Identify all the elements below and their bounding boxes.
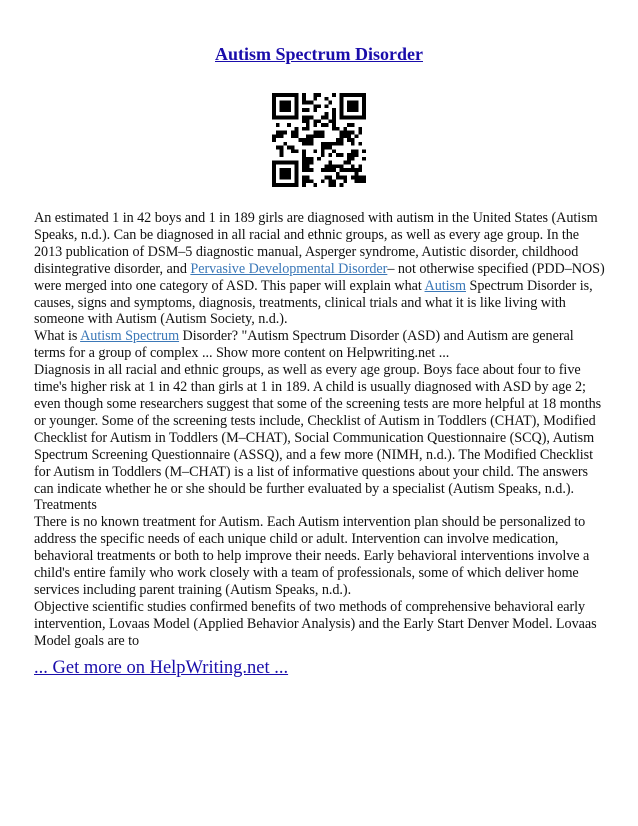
qr-module <box>336 142 340 146</box>
qr-module <box>295 116 299 120</box>
qr-module <box>347 123 351 127</box>
qr-module <box>272 108 276 112</box>
qr-module <box>325 116 329 120</box>
qr-module <box>332 116 336 120</box>
qr-module <box>332 123 336 127</box>
qr-module <box>321 168 325 172</box>
qr-module <box>306 168 310 172</box>
qr-module <box>351 157 355 161</box>
qr-module <box>332 142 336 146</box>
qr-module <box>351 138 355 142</box>
qr-module <box>351 101 355 105</box>
qr-module <box>351 153 355 157</box>
qr-module <box>287 146 291 150</box>
document-title <box>0 44 638 65</box>
qr-module <box>317 104 321 108</box>
qr-module <box>295 104 299 108</box>
qr-module <box>306 164 310 168</box>
qr-module <box>355 176 359 180</box>
qr-module <box>310 179 314 183</box>
get-more-link[interactable]: ... Get more on HelpWriting.net ... <box>34 658 289 678</box>
qr-module <box>272 134 276 138</box>
qr-module <box>287 161 291 165</box>
qr-module <box>328 146 332 150</box>
qr-module <box>317 134 321 138</box>
qr-module <box>306 179 310 183</box>
qr-module <box>362 104 366 108</box>
qr-module <box>332 108 336 112</box>
qr-module <box>287 172 291 176</box>
qr-module <box>280 116 284 120</box>
qr-module <box>295 97 299 101</box>
qr-module <box>362 179 366 183</box>
qr-module <box>302 101 306 105</box>
qr-module <box>343 168 347 172</box>
qr-module <box>287 93 291 97</box>
qr-module <box>358 142 362 146</box>
qr-module <box>343 161 347 165</box>
qr-module <box>325 112 329 116</box>
qr-module <box>332 149 336 153</box>
qr-module <box>325 164 329 168</box>
qr-module <box>280 146 284 150</box>
qr-module <box>347 161 351 165</box>
qr-module <box>280 108 284 112</box>
qr-module <box>317 131 321 135</box>
qr-module <box>317 93 321 97</box>
qr-module <box>283 104 287 108</box>
qr-module <box>302 93 306 97</box>
qr-module <box>287 101 291 105</box>
qr-module <box>351 149 355 153</box>
qr-module <box>362 112 366 116</box>
qr-module <box>310 157 314 161</box>
qr-module <box>347 101 351 105</box>
qr-module <box>291 161 295 165</box>
qr-module <box>343 131 347 135</box>
qr-module <box>287 168 291 172</box>
qr-module <box>340 153 344 157</box>
qr-module <box>283 183 287 187</box>
qr-module <box>280 153 284 157</box>
qr-module <box>272 172 276 176</box>
title-link[interactable]: Autism Spectrum Disorder <box>215 44 423 64</box>
qr-module <box>351 176 355 180</box>
qr-module <box>340 104 344 108</box>
qr-module <box>321 149 325 153</box>
qr-module <box>336 164 340 168</box>
qr-module <box>280 176 284 180</box>
qr-module <box>283 131 287 135</box>
qr-module <box>302 153 306 157</box>
qr-module <box>276 131 280 135</box>
qr-module <box>310 134 314 138</box>
qr-module <box>272 97 276 101</box>
qr-module <box>287 108 291 112</box>
qr-module <box>340 116 344 120</box>
paragraph-diagnosis: Diagnosis in all racial and ethnic groups, as well as every age group. Boys face about four to five time's higher risk at 1 in 42 than girls at 1 in 189. A child is usually diagnosed with ASD by age 2; even though some researchers suggest that some of the screening tests are more helpful at 18 months or younger. Some of the screening tests include, Checklist of Autism in Toddlers (CHAT), Modified Checklist for Autism in Toddlers (M–CHAT), Social Communication Questionnaire (SCQ), Autism Spectrum Screening Questionnaire (ASSQ), and a few more (NIMH, n.d.). The Modified Checklist for Autism in Toddlers (M–CHAT) is a list of informative questions about your child. The answers can indicate whether he or she should be further evaluated by a specialist (Autism Speaks, n.d.). <box>34 362 602 497</box>
qr-module <box>280 172 284 176</box>
qr-module <box>355 108 359 112</box>
qr-module <box>358 116 362 120</box>
qr-module <box>351 168 355 172</box>
qr-module <box>313 134 317 138</box>
qr-module <box>306 142 310 146</box>
link-autism[interactable]: Autism <box>424 277 467 294</box>
qr-module <box>291 116 295 120</box>
qr-module <box>347 108 351 112</box>
qr-module <box>302 176 306 180</box>
article-body <box>34 210 606 650</box>
qr-module <box>283 101 287 105</box>
qr-module <box>295 134 299 138</box>
qr-module <box>272 93 276 97</box>
qr-module <box>340 101 344 105</box>
qr-module <box>276 123 280 127</box>
qr-module <box>302 179 306 183</box>
qr-module <box>362 101 366 105</box>
qr-module <box>355 93 359 97</box>
qr-module <box>302 108 306 112</box>
qr-module <box>302 183 306 187</box>
qr-module <box>306 138 310 142</box>
qr-module <box>306 157 310 161</box>
qr-module <box>343 134 347 138</box>
qr-module <box>272 168 276 172</box>
qr-module <box>358 164 362 168</box>
qr-module <box>328 119 332 123</box>
qr-module <box>321 134 325 138</box>
qr-module <box>302 142 306 146</box>
qr-module <box>358 168 362 172</box>
qr-module <box>310 142 314 146</box>
qr-module <box>340 112 344 116</box>
qr-module <box>351 123 355 127</box>
qr-module <box>313 131 317 135</box>
qr-module <box>317 157 321 161</box>
qr-module <box>347 116 351 120</box>
qr-module <box>328 179 332 183</box>
qr-module <box>310 168 314 172</box>
qr-module <box>272 161 276 165</box>
qr-module <box>332 179 336 183</box>
qr-module <box>325 142 329 146</box>
qr-module <box>313 93 317 97</box>
qr-module <box>272 104 276 108</box>
qr-module <box>351 131 355 135</box>
qr-module <box>298 138 302 142</box>
qr-module <box>276 183 280 187</box>
qr-module <box>328 142 332 146</box>
qr-module <box>336 127 340 131</box>
qr-module <box>347 157 351 161</box>
qr-module <box>302 116 306 120</box>
qr-module <box>347 104 351 108</box>
qr-module <box>283 116 287 120</box>
qr-module <box>283 168 287 172</box>
qr-module <box>272 112 276 116</box>
qr-module <box>295 164 299 168</box>
qr-module <box>325 123 329 127</box>
qr-module <box>321 179 325 183</box>
qr-module <box>287 104 291 108</box>
qr-module <box>325 97 329 101</box>
qr-module <box>340 134 344 138</box>
link-autism-spectrum[interactable]: Autism Spectrum <box>80 328 180 345</box>
qr-module <box>291 146 295 150</box>
qr-module <box>332 112 336 116</box>
qr-module <box>287 183 291 187</box>
qr-module <box>283 172 287 176</box>
qr-module <box>283 108 287 112</box>
qr-module <box>310 138 314 142</box>
qr-module <box>328 176 332 180</box>
qr-module <box>340 164 344 168</box>
qr-module <box>343 116 347 120</box>
paragraph-treatments: There is no known treatment for Autism. Each Autism intervention plan should be personalized to address the specific needs of each unique child or adult. Intervention can involve medication, behavioral treatments or both to help improve their needs. Early behavioral interventions involve a child's entire family who work closely with a team of professionals, some of which deliver home services including parent training (Autism Speaks, n.d.). <box>34 514 590 598</box>
qr-module <box>280 104 284 108</box>
qr-module <box>332 93 336 97</box>
qr-module <box>310 101 314 105</box>
qr-module <box>355 104 359 108</box>
qr-module <box>287 116 291 120</box>
qr-module <box>283 161 287 165</box>
get-more-container <box>34 658 288 679</box>
qr-module <box>272 183 276 187</box>
qr-module <box>313 123 317 127</box>
qr-module <box>355 168 359 172</box>
qr-module <box>355 149 359 153</box>
qr-module <box>306 116 310 120</box>
qr-module <box>317 119 321 123</box>
qr-module <box>340 131 344 135</box>
qr-module <box>321 131 325 135</box>
qr-module <box>332 183 336 187</box>
paragraph-what-is: What is Autism Spectrum Disorder? "Autism Spectrum Disorder (ASD) and Autism are general terms for a group of complex ... Show more content on Helpwriting.net ... <box>34 328 574 362</box>
qr-module <box>280 161 284 165</box>
qr-module <box>340 93 344 97</box>
qr-module <box>295 168 299 172</box>
qr-module <box>358 179 362 183</box>
qr-module <box>332 164 336 168</box>
link-pervasive-developmental-disorder[interactable]: Pervasive Developmental Disorder <box>190 260 388 277</box>
qr-module <box>340 176 344 180</box>
qr-module <box>340 142 344 146</box>
qr-module <box>313 97 317 101</box>
qr-module <box>280 168 284 172</box>
qr-module <box>332 119 336 123</box>
qr-module <box>362 176 366 180</box>
qr-module <box>332 168 336 172</box>
qr-module <box>280 134 284 138</box>
qr-module <box>328 183 332 187</box>
qr-module <box>306 101 310 105</box>
qr-module <box>287 176 291 180</box>
qr-module <box>291 131 295 135</box>
qr-module <box>283 93 287 97</box>
qr-module <box>306 108 310 112</box>
qr-module <box>306 119 310 123</box>
qr-module <box>347 134 351 138</box>
qr-module <box>347 153 351 157</box>
qr-module <box>362 149 366 153</box>
qr-module <box>291 149 295 153</box>
qr-module <box>295 127 299 131</box>
qr-module <box>347 93 351 97</box>
qr-module <box>355 101 359 105</box>
qr-module <box>276 161 280 165</box>
qr-module <box>272 179 276 183</box>
qr-module <box>306 134 310 138</box>
qr-module <box>295 183 299 187</box>
qr-module <box>340 97 344 101</box>
qr-module <box>276 93 280 97</box>
qr-module <box>272 164 276 168</box>
qr-module <box>325 168 329 172</box>
qr-module <box>332 127 336 131</box>
qr-module <box>340 108 344 112</box>
qr-module <box>280 131 284 135</box>
qr-module <box>321 116 325 120</box>
qr-module <box>280 101 284 105</box>
qr-module <box>313 183 317 187</box>
qr-module <box>340 138 344 142</box>
qr-module <box>362 157 366 161</box>
qr-module <box>351 104 355 108</box>
qr-module <box>280 183 284 187</box>
qr-module <box>351 93 355 97</box>
qr-module <box>358 127 362 131</box>
qr-module <box>295 101 299 105</box>
qr-module <box>336 153 340 157</box>
qr-module <box>358 176 362 180</box>
qr-module <box>313 149 317 153</box>
qr-module <box>272 138 276 142</box>
qr-module <box>328 153 332 157</box>
qr-module <box>280 93 284 97</box>
qr-module <box>280 149 284 153</box>
qr-module <box>276 146 280 150</box>
qr-module <box>306 161 310 165</box>
qr-module <box>272 176 276 180</box>
qr-module <box>343 179 347 183</box>
qr-module <box>295 149 299 153</box>
qr-module <box>295 176 299 180</box>
qr-module <box>355 153 359 157</box>
qr-module <box>362 97 366 101</box>
qr-module <box>302 157 306 161</box>
qr-module <box>302 138 306 142</box>
qr-module <box>272 101 276 105</box>
qr-module <box>351 164 355 168</box>
qr-module <box>283 142 287 146</box>
heading-treatments: Treatments <box>34 497 97 514</box>
qr-module <box>295 131 299 135</box>
qr-module <box>291 134 295 138</box>
qr-module <box>283 176 287 180</box>
paragraph-objective: Objective scientific studies confirmed benefits of two methods of comprehensive behavioral early intervention, Lovaas Model (Applied Behavior Analysis) and the Early Start Denver Model. Lovaas Model goals are to <box>34 598 597 649</box>
qr-module <box>351 108 355 112</box>
qr-module <box>306 123 310 127</box>
qr-module <box>340 168 344 172</box>
qr-module <box>355 116 359 120</box>
qr-module <box>362 116 366 120</box>
qr-module <box>321 146 325 150</box>
qr-module <box>306 127 310 131</box>
qr-module <box>310 116 314 120</box>
qr-module <box>306 176 310 180</box>
qr-module <box>336 172 340 176</box>
qr-module <box>328 161 332 165</box>
qr-module <box>295 112 299 116</box>
qr-module <box>313 108 317 112</box>
qr-module <box>313 119 317 123</box>
qr-module <box>355 134 359 138</box>
qr-module <box>351 142 355 146</box>
qr-module <box>295 161 299 165</box>
qr-module <box>343 93 347 97</box>
qr-module <box>302 164 306 168</box>
qr-module <box>328 168 332 172</box>
qr-module <box>358 131 362 135</box>
qr-module <box>287 123 291 127</box>
qr-module <box>276 116 280 120</box>
qr-module <box>295 172 299 176</box>
qr-module <box>310 161 314 165</box>
qr-module <box>272 116 276 120</box>
paragraph-intro: An estimated 1 in 42 boys and 1 in 189 girls are diagnosed with autism in the United States (Autism Speaks, n.d.). Can be diagnosed in all racial and ethnic groups, as well as every age group. In the 2013 publication of DSM–5 diagnostic manual, Asperger syndrome, Autistic disorder, childhood disintegrative disorder, and Pervasive Developmental Disorder– not otherwise specified (PDD–NOS) were merged into one category of ASD. This paper will explain what Autism Spectrum Disorder is, causes, signs and symptoms, diagnosis, treatments, clinical trials and what it is like living with someone with Autism (Autism Society, n.d.). <box>34 210 605 328</box>
qr-module <box>295 108 299 112</box>
qr-module <box>347 168 351 172</box>
qr-module <box>276 134 280 138</box>
qr-module <box>336 176 340 180</box>
qr-module <box>321 153 325 157</box>
qr-module <box>328 101 332 105</box>
qr-module <box>325 104 329 108</box>
qr-module <box>313 104 317 108</box>
qr-module <box>302 127 306 131</box>
qr-module <box>291 183 295 187</box>
qr-module <box>291 93 295 97</box>
qr-module <box>343 127 347 131</box>
qr-module <box>295 93 299 97</box>
qr-module <box>355 172 359 176</box>
qr-module <box>362 108 366 112</box>
qr-module <box>340 183 344 187</box>
qr-code <box>272 93 366 187</box>
qr-module <box>336 138 340 142</box>
qr-module <box>347 138 351 142</box>
qr-module <box>295 179 299 183</box>
qr-module <box>325 176 329 180</box>
qr-module <box>302 168 306 172</box>
qr-module <box>328 164 332 168</box>
qr-module <box>343 176 347 180</box>
qr-module <box>347 131 351 135</box>
qr-module <box>358 93 362 97</box>
qr-module <box>321 142 325 146</box>
qr-module <box>351 116 355 120</box>
qr-module <box>355 179 359 183</box>
qr-module <box>302 97 306 101</box>
qr-module <box>302 161 306 165</box>
qr-module <box>362 93 366 97</box>
qr-module <box>321 123 325 127</box>
qr-module <box>302 149 306 153</box>
qr-module <box>302 119 306 123</box>
qr-module <box>325 146 329 150</box>
